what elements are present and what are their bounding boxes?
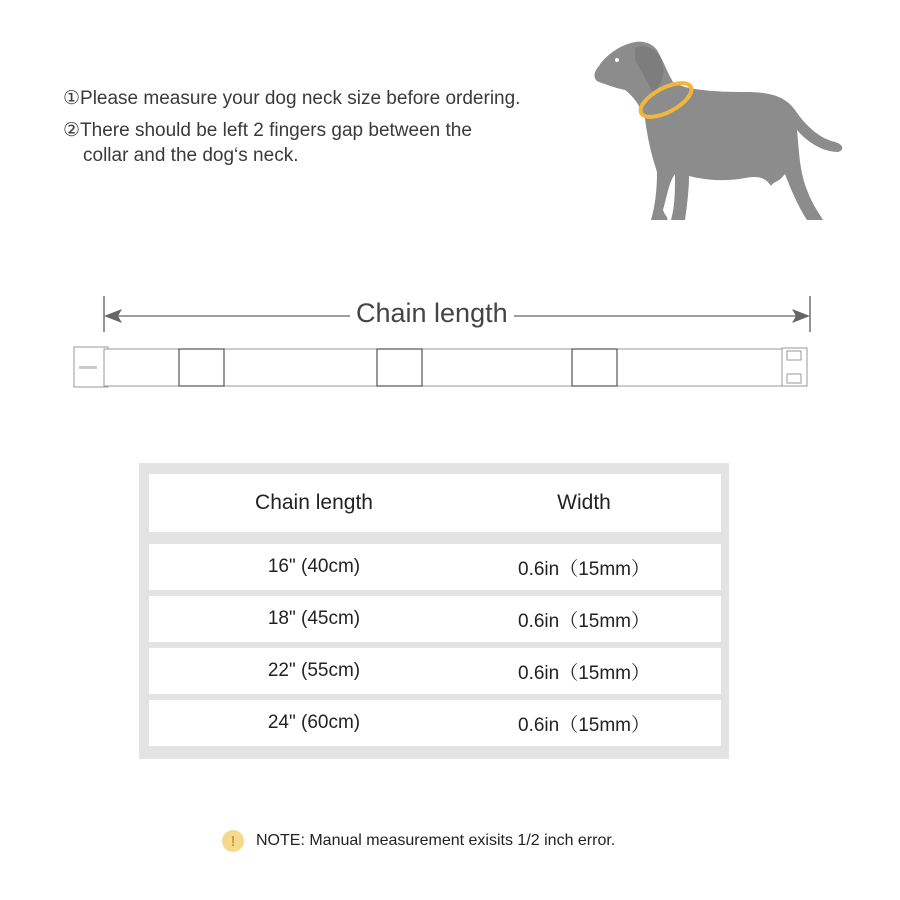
column-header-width: Width (557, 491, 611, 514)
table-header-row (149, 474, 721, 532)
table-cell-width: 0.6in（15mm） (518, 610, 650, 632)
table-cell-width: 0.6in（15mm） (518, 558, 650, 580)
table-row (149, 544, 721, 590)
column-header-chain-length: Chain length (255, 491, 373, 514)
instruction-line-1: ①Please measure your dog neck size before ordering. (63, 88, 521, 109)
exclamation-icon: ! (222, 830, 244, 852)
size-table (139, 463, 729, 759)
table-row (149, 596, 721, 642)
table-cell-chain-length: 16" (40cm) (267, 556, 361, 577)
dog-silhouette-icon (585, 30, 850, 230)
table-cell-chain-length: 18" (45cm) (267, 608, 361, 629)
chain-length-label: Chain length (350, 296, 514, 330)
table-cell-chain-length: 22" (55cm) (267, 660, 361, 681)
table-cell-chain-length: 24" (60cm) (267, 712, 361, 733)
instruction-line-2: ②There should be left 2 fingers gap between the (63, 120, 472, 141)
note (222, 828, 615, 854)
table-cell-width: 0.6in（15mm） (518, 662, 650, 684)
table-row (149, 700, 721, 746)
instruction-line-3: collar and the dog‘s neck. (83, 145, 299, 166)
note-text: NOTE: Manual measurement exisits 1/2 inch error. (256, 832, 616, 849)
table-cell-width: 0.6in（15mm） (518, 714, 650, 736)
table-row (149, 648, 721, 694)
